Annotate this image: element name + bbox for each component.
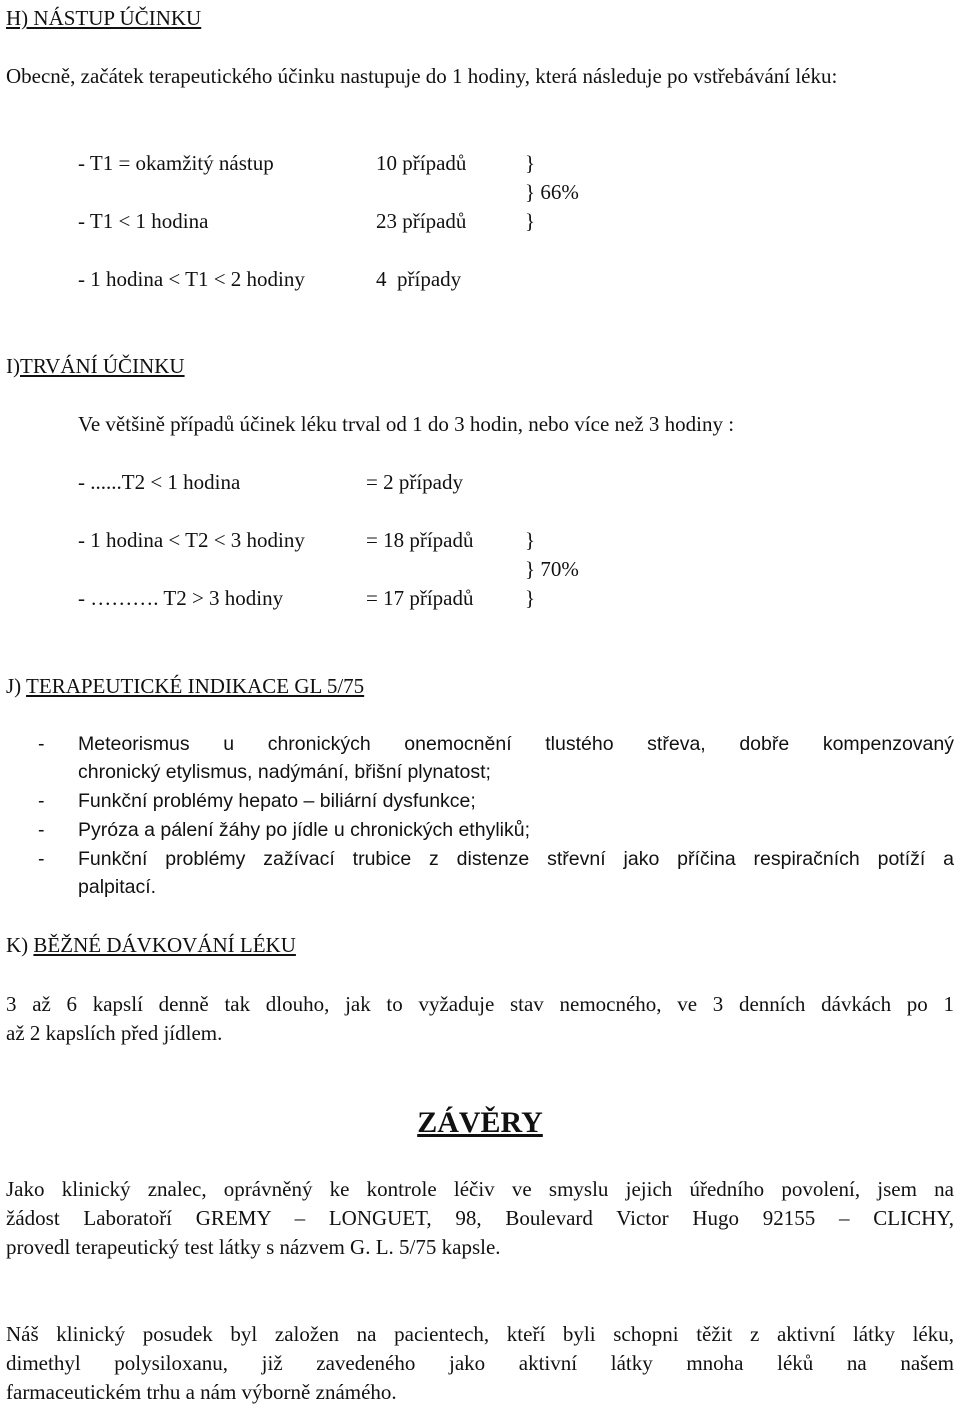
onset-row-2-brace: } <box>525 209 536 233</box>
onset-row-2-count: 23 případů <box>376 209 467 233</box>
duration-row-2-brace: } <box>525 528 536 552</box>
onset-row-1-brace: } <box>525 151 536 175</box>
indication-4-line2: palpitací. <box>78 876 157 898</box>
conclusions-p2-line3: farmaceutickém trhu a nám výborně známého. <box>6 1380 397 1404</box>
section-k-prefix: K) <box>6 933 34 957</box>
onset-row-1-label: - T1 = okamžitý nástup <box>78 151 274 175</box>
onset-row-1-count: 10 případů <box>376 151 467 175</box>
indication-3-bullet: - <box>38 819 45 841</box>
section-k-heading <box>6 931 296 960</box>
indication-2-line1: Funkční problémy hepato – biliární dysfunkce; <box>78 790 476 812</box>
conclusions-p1-line2: žádost Laboratoří GREMY – LONGUET, 98, Boulevard Victor Hugo 92155 – CLICHY, <box>6 1206 954 1230</box>
section-j-prefix: J) <box>6 674 27 698</box>
duration-row-2-value: = 18 případů <box>366 528 474 552</box>
conclusions-title: ZÁVĚRY <box>417 1106 543 1139</box>
indication-3-line1: Pyróza a pálení žáhy po jídle u chronických ethyliků; <box>78 819 530 841</box>
onset-group-total: } 66% <box>525 180 579 204</box>
onset-row-2-label: - T1 < 1 hodina <box>78 209 209 233</box>
section-j-heading <box>6 672 364 701</box>
section-i-prefix: I) <box>6 354 20 378</box>
duration-row-3-label: - ………. T2 > 3 hodiny <box>78 586 284 610</box>
indication-4-bullet: - <box>38 848 45 870</box>
conclusions-p1-line1: Jako klinický znalec, oprávněný ke kontrole léčiv ve smyslu jejich úředního povolení, jsem na <box>6 1177 954 1201</box>
duration-row-3-brace: } <box>525 586 536 610</box>
section-k-title: BĚŽNÉ DÁVKOVÁNÍ LÉKU <box>33 933 296 957</box>
section-h-intro: Obecně, začátek terapeutického účinku nastupuje do 1 hodiny, která následuje po vstřebávání léku: <box>6 64 838 88</box>
section-k-line2: až 2 kapslích před jídlem. <box>6 1021 223 1045</box>
indication-2-bullet: - <box>38 790 45 812</box>
indication-1-line2: chronický etylismus, nadýmání, břišní plynatost; <box>78 761 491 783</box>
indication-4-line1: Funkční problémy zažívací trubice z distenze střevní jako příčina respiračních potíží a <box>78 848 954 870</box>
section-j-title: TERAPEUTICKÉ INDIKACE GL 5/75 <box>26 674 365 698</box>
section-i-title: TRVÁNÍ ÚČINKU <box>20 354 185 378</box>
duration-row-1-value: = 2 případy <box>366 470 463 494</box>
section-k-line1: 3 až 6 kapslí denně tak dlouho, jak to vyžaduje stav nemocného, ve 3 denních dávkách po 1 <box>6 992 954 1016</box>
duration-row-1-label: - ......T2 < 1 hodina <box>78 470 241 494</box>
section-h-title: H) NÁSTUP ÚČINKU <box>6 6 202 30</box>
duration-row-3-value: = 17 případů <box>366 586 474 610</box>
section-i-heading <box>6 352 185 381</box>
onset-row-3-label: - 1 hodina < T1 < 2 hodiny <box>78 267 305 291</box>
conclusions-p1-line3: provedl terapeutický test látky s názvem G. L. 5/75 kapsle. <box>6 1235 501 1259</box>
duration-row-2-label: - 1 hodina < T2 < 3 hodiny <box>78 528 305 552</box>
conclusions-p2-line2: dimethyl polysiloxanu, již zavedeného jako aktivní látky mnoha léků na našem <box>6 1351 954 1375</box>
indication-1-line1: Meteorismus u chronických onemocnění tlustého střeva, dobře kompenzovaný <box>78 733 954 755</box>
section-i-intro: Ve většině případů účinek léku trval od 1 do 3 hodin, nebo více než 3 hodiny : <box>78 412 735 436</box>
onset-row-3-count: 4 případy <box>376 267 462 291</box>
conclusions-p2-line1: Náš klinický posudek byl založen na pacientech, kteří byli schopni těžit z aktivní látky léku, <box>6 1322 954 1346</box>
duration-group-total: } 70% <box>525 557 579 581</box>
indication-1-bullet: - <box>38 733 45 755</box>
